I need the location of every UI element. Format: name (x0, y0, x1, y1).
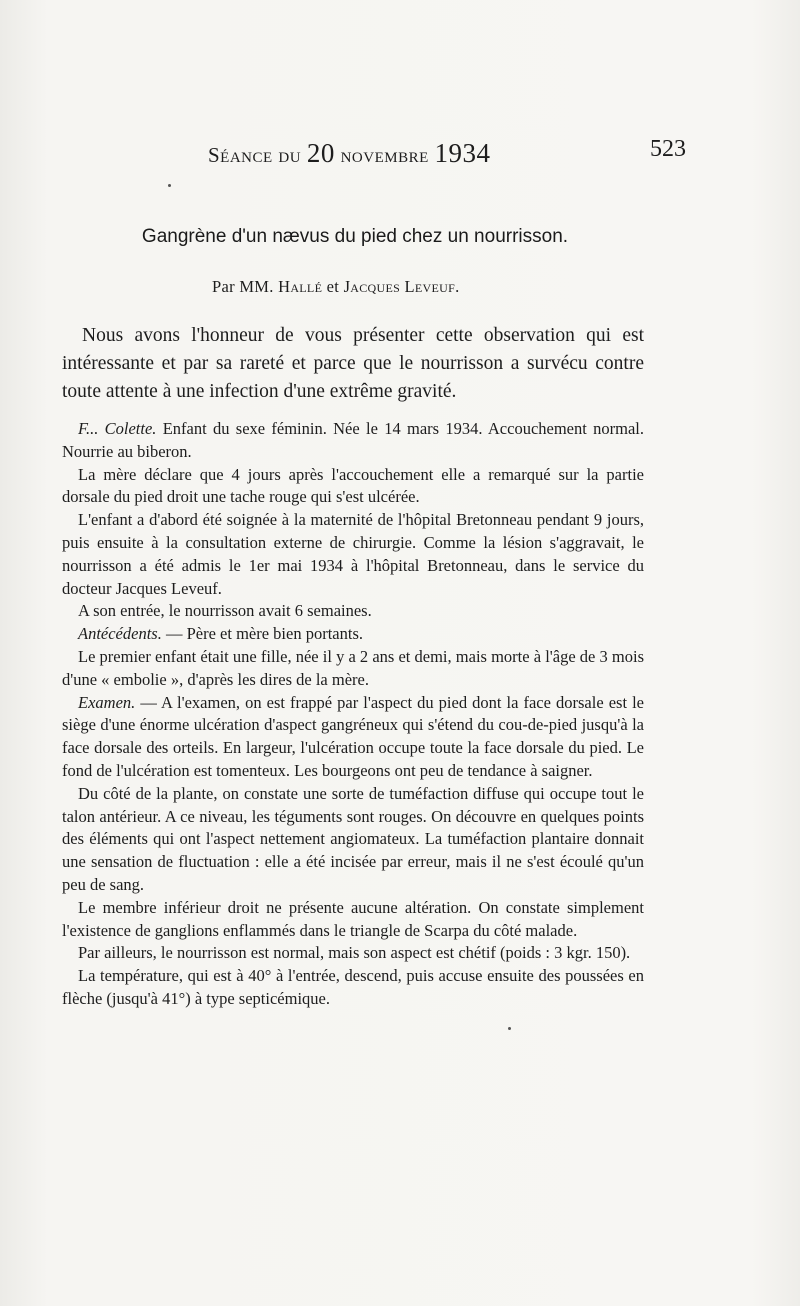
article-title: Gangrène d'un nævus du pied chez un nourrisson. (141, 226, 569, 247)
scan-speck (508, 1027, 511, 1030)
article-body (62, 322, 644, 1011)
paragraph-lead: F... Colette. (78, 419, 157, 438)
author-name: Hallé (278, 277, 323, 296)
paragraph: Par ailleurs, le nourrisson est normal, mais son aspect est chétif (poids : 3 kgr. 150). (78, 943, 631, 963)
author-name: Jacques Leveuf (343, 277, 456, 296)
paragraph: La mère déclare que 4 jours après l'accouchement elle a remarqué sur la partie dorsale du pied droit une tache rouge qui s'est ulcérée. (62, 464, 644, 507)
paragraph: Le membre inférieur droit ne présente aucune altération. On constate simplement l'existence de ganglions enflammés dans le triangle de Scarpa du côté malade. (62, 897, 644, 940)
paragraph-lead: Antécédents. (78, 624, 162, 644)
intro-paragraph: Nous avons l'honneur de vous présenter cette observation qui est intéressante et par sa rareté et parce que le nourrisson a survécu contre toute attente à une infection d'une extrême gravité. (62, 325, 644, 402)
paragraph: Examen. — A l'examen, on est frappé par l'aspect du pied dont la face dorsale est le siège d'une énorme ulcération d'aspect gangréneux qui s'étend du cou-de-pied jusqu'à la face dorsale des orteils. En largeur, l'ulcération occupe toute la face dorsale du pied. Le fond de l'ulcération est tomenteux. Les bourgeons ont peu de tendance à saigner. (62, 692, 644, 780)
paragraph: Le premier enfant était une fille, née il y a 2 ans et demi, mais morte à l'âge de 3 mois d'une « embolie », d'après les dires de la mère. (62, 646, 644, 689)
article-authors: Par MM. Hallé et Jacques Leveuf. (212, 277, 460, 296)
paragraph-lead: Examen. (78, 692, 136, 712)
scan-speck (168, 184, 171, 187)
page-number: 523 (650, 136, 686, 162)
paragraph: A son entrée, le nourrisson avait 6 semaines. (78, 601, 372, 621)
running-title: Séance du 20 novembre 1934 (208, 138, 491, 168)
paragraph: F... Colette. Enfant du sexe féminin. Née le 14 mars 1934. Accouchement normal. Nourrie au biberon. (62, 419, 644, 461)
paragraph: Du côté de la plante, on constate une sorte de tuméfaction diffuse qui occupe tout le talon antérieur. A ce niveau, les téguments sont rouges. On découvre en quelques points des éléments qui ont l'aspect nettement angiomateux. La tuméfaction plantaire donnait une sensation de fluctuation : elle a été incisée par erreur, mais il ne s'est écoulé qu'un peu de sang. (62, 783, 644, 894)
paragraph: L'enfant a d'abord été soignée à la maternité de l'hôpital Bretonneau pendant 9 jours, puis ensuite à la consultation externe de chirurgie. Comme la lésion s'aggravait, le nourrisson a été admis le 1er mai 1934 à l'hôpital Bretonneau, dans le service du docteur Jacques Leveuf. (62, 510, 644, 598)
paragraph: Antécédents. — Père et mère bien portants. (78, 624, 363, 644)
running-header (208, 132, 686, 172)
paragraph: La température, qui est à 40° à l'entrée, descend, puis accuse ensuite des poussées en flèche (jusqu'à 41°) à type septicémique. (62, 966, 644, 1008)
